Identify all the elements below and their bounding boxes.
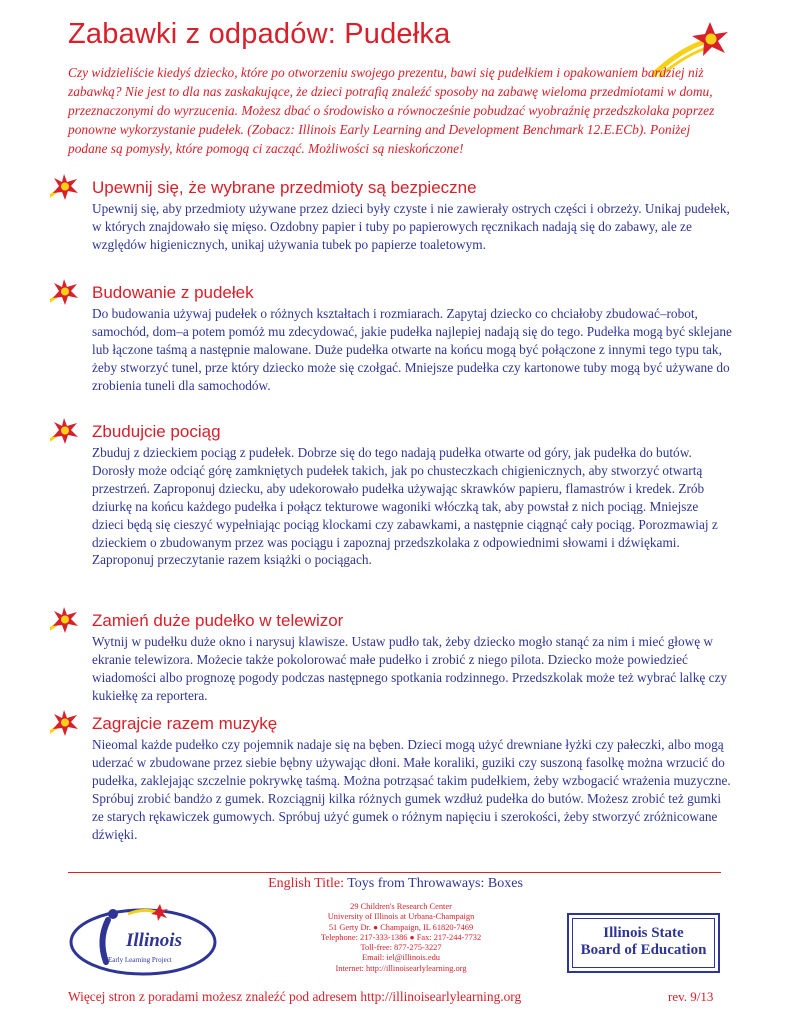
section-body: Do budowania używaj pudełek o różnych kształtach i rozmiarach. Zapytaj dziecko co chciałoby zbudować–robot, samochód, dom–a potem pomóż mu zdecydować, jakie pudełka najlepiej nadają się do tego. Pudełka mogą być sklejane lub łączone taśmą a następnie malowane. Duże pudełka otwarte na końcu mogą być połączone z innymi tego typu tak, żeby stworzyć tunel, prze który dziecko może się czołgać. Mniejsze pudełka czy kartonowe tuby mogą być używane do zrobienia tuneli dla samochodów.: [92, 306, 732, 393]
contact-line: University of Illinois at Urbana-Champaign: [327, 912, 475, 922]
section-heading: Zamień duże pudełko w telewizor: [92, 611, 344, 630]
section-heading: Zagrajcie razem muzykę: [92, 714, 278, 733]
star-bullet-icon: [50, 607, 80, 633]
section-heading: Zbudujcie pociąg: [92, 422, 221, 441]
contact-line: Internet: http://illinoisearlylearning.org: [335, 963, 467, 973]
contact-line: Telephone: 217-333-1386 ● Fax: 217-244-7732: [320, 932, 482, 942]
contact-block: [290, 902, 512, 974]
footer-divider: [68, 872, 721, 873]
logo-subtitle: Early Learning Project: [108, 956, 172, 964]
section-train: [92, 422, 732, 569]
star-bullet-icon: [50, 279, 80, 305]
english-title: [0, 876, 791, 892]
star-bullet-icon: [50, 418, 80, 444]
contact-line: 51 Gerty Dr. ● Champaign, IL 61820-7469: [328, 922, 474, 932]
section-music: [92, 714, 732, 843]
section-body: Zbuduj z dzieckiem pociąg z pudełek. Dobrze się do tego nadają pudełka otwarte od góry, jak pudełka do butów. Dorosły może odciąć górę zamkniętych pudełek takich, jak po chusteczkach chigienicznych, aby stworzyć otwartą przestrzeń. Zaproponuj dziecku, aby udekorowało pudełka używając skrawków papieru, flamastrów i kredek. Zrób dziurkę na końcu każdego pudełka i połącz tekturowe wagoniki włóczką tak, aby powstał z nich pociąg. Mniejsze dzieci będą się cieszyć wypełniając pociąg klockami czy zabawkami, a następnie ciągnąć cały pociąg. Porozmawiaj z dzieckiem o zbudowanym przez was pociągu i zapoznaj przedszkolaka z odpowiednimi słowami i dźwiękami. Zaproponuj przeczytanie razem książki o pociągach.: [92, 445, 718, 568]
section-body: Upewnij się, aby przedmioty używane przez dzieci były czyste i nie zawierały ostrych części i obrzeży. Unikaj pudełek, w których znajdowało się mięso. Ozdobny papier i tuby po papierowych ręcznikach nadają się do zabawy, ale ze względów higienicznych, unikaj używania tubek po papierze toaletowym.: [92, 201, 730, 252]
english-title-value: Toys from Throwaways: Boxes: [347, 876, 523, 891]
intro-paragraph: Czy widzieliście kiedyś dziecko, które po otworzeniu swojego prezentu, bawi się pudełkiem i opakowaniem bardziej niż zabawką? Nie jest to dla nas zaskakujące, że dzieci potrafią znaleźć sposoby na zabawę wieloma przedmiotami w domu, przeznaczonymi do wyrzucenia. Możesz dbać o środowisko a równocześnie pobudzać wyobraźnię przedszkolaka poprzez ponowne wykorzystanie pudełek. (Zobacz: Illinois Early Learning and Development Benchmark 12.E.ECb). Poniżej podane są pomysły, które pomogą ci zacząć. Możliwości są nieskończone!: [68, 65, 715, 156]
section-television: [92, 611, 732, 705]
contact-line: 29 Children's Research Center: [350, 902, 452, 911]
footer-text: Więcej stron z poradami możesz znaleźć pod adresem http://illinoisearlylearning.org: [68, 989, 522, 1004]
revision-label: rev. 9/13: [668, 989, 714, 1004]
star-bullet-icon: [50, 174, 80, 200]
section-heading: Upewnij się, że wybrane przedmioty są bezpieczne: [92, 178, 477, 197]
contact-line: Email: iel@illinois.edu: [362, 953, 440, 963]
star-bullet-icon: [50, 710, 80, 736]
section-building: [92, 283, 732, 395]
english-title-label: English Title:: [268, 876, 344, 891]
contact-line: Toll-free: 877-275-3227: [360, 943, 442, 953]
isbe-line1: Illinois State: [603, 925, 684, 941]
isbe-line2: Board of Education: [580, 942, 707, 958]
logo-wordmark: Illinois: [126, 930, 182, 951]
section-body: Wytnij w pudełku duże okno i narysuj klawisze. Ustaw pudło tak, żeby dziecko mogło stanąć za nim i mieć głowę w ekranie telewizora. Możecie także pokolorować małe pudełko i zrobić z niego pilota. Dziecko może powiedzieć wiadomości albo prognozę pogody podczas następnego spotkania rodzinnego. Przedszkolak może też wybrać lalkę czy kukiełkę za reportera.: [92, 634, 728, 703]
section-body: Nieomal każde pudełko czy pojemnik nadaje się na bęben. Dzieci mogą użyć drewniane łyżki czy pałeczki, albo mogą uderzać w zbudowane przez siebie bębny używając dłoni. Małe koraliki, guziki czy suszoną fasolkę można wrzucić do pudełka, zaklejając szczelnie pokrywkę taśmą. Można potrząsać takim pudełkiem, żeby wzbogacić wrażenia muzyczne. Spróbuj zrobić bandżo z gumek. Rozciągnij kilka różnych gumek wzdłuż pudełka do butów. Możesz zrobić też gumki ze starych rękawiczek gumowych. Spróbuj użyć gumek o różnym napięciu i szerokości, żeby stworzyć zróżnicowane dźwięki.: [92, 737, 731, 842]
iel-logo: [68, 900, 223, 980]
isbe-logo: [567, 913, 720, 973]
section-safety: [92, 178, 732, 254]
section-heading: Budowanie z pudełek: [92, 283, 254, 302]
page-title: Zabawki z odpadów: Pudełka: [68, 18, 451, 50]
